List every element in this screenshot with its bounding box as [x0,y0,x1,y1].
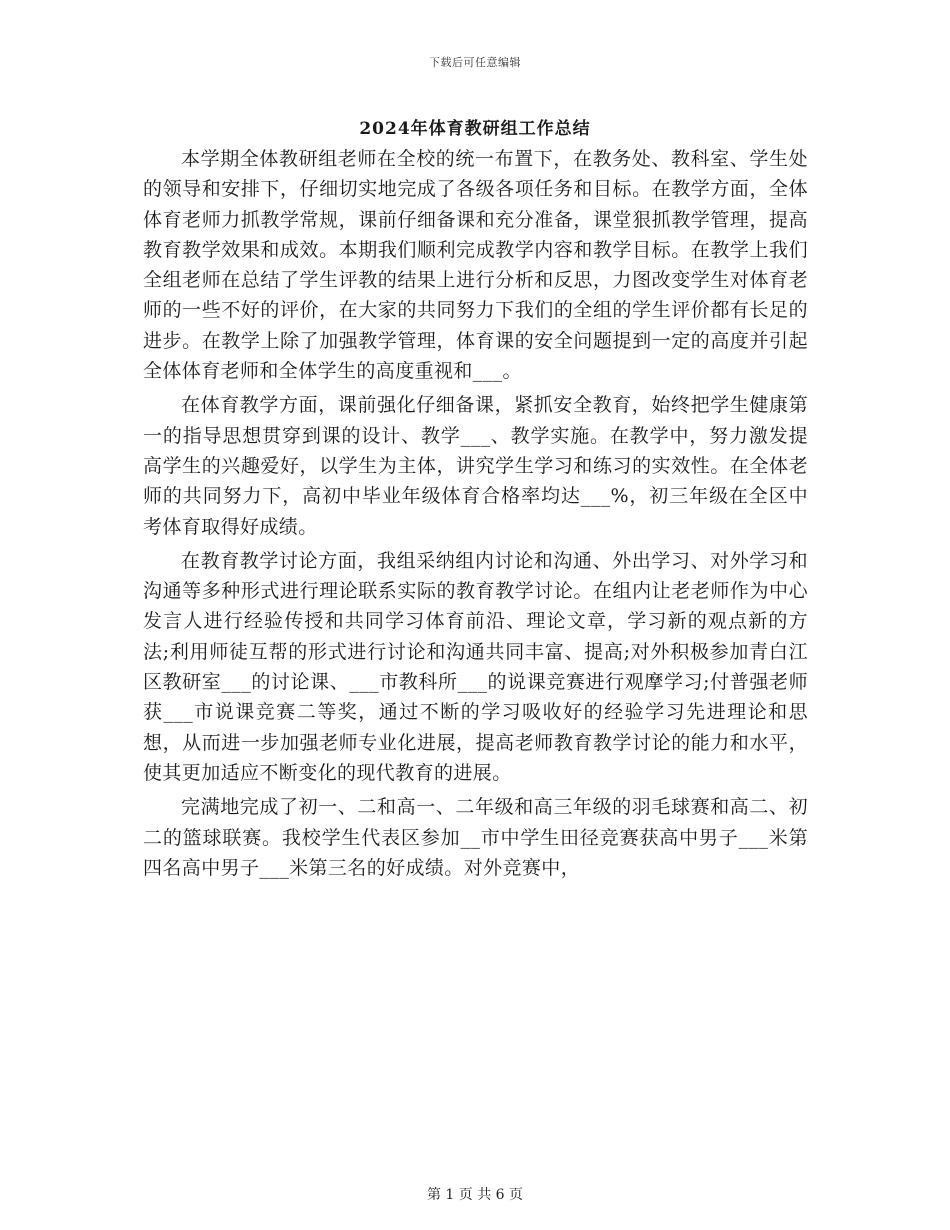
document-body [143,144,808,887]
document-title: 2024年体育教研组工作总结 [359,119,591,139]
download-note: 下载后可任意编辑 [429,56,521,69]
paragraph: 在教育教学讨论方面，我组采纳组内讨论和沟通、外出学习、对外学习和沟通等多种形式进行理论联系实际的教育教学讨论。在组内让老老师作为中心发言人进行经验传授和共同学习体育前沿、理论文章，学习新的观点新的方法;利用师徒互帮的形式进行讨论和沟通共同丰富、提高;对外积极参加青白江区教研室___的讨论课、___市教科所___的说课竞赛进行观摩学习;付普强老师获___市说课竞赛二等奖，通过不断的学习吸收好的经验学习先进理论和思想，从而进一步加强老师专业化进展，提高老师教育教学讨论的能力和水平，使其更加适应不断变化的现代教育的进展。 [143,549,808,784]
page-number: 第 1 页 共 6 页 [426,1187,524,1203]
paragraph: 在体育教学方面，课前强化仔细备课，紧抓安全教育，始终把学生健康第一的指导思想贯穿到课的设计、教学___、教学实施。在教学中，努力激发提高学生的兴趣爱好，以学生为主体，讲究学生学习和练习的实效性。在全体老师的共同努力下，高初中毕业年级体育合格率均达___%，初三年级在全区中考体育取得好成绩。 [143,394,808,538]
paragraph: 完满地完成了初一、二和高一、二年级和高三年级的羽毛球赛和高二、初二的篮球联赛。我校学生代表区参加__市中学生田径竞赛获高中男子___米第四名高中男子___米第三名的好成绩。对外竞赛中， [143,796,808,879]
paragraph: 本学期全体教研组老师在全校的统一布置下，在教务处、教科室、学生处的领导和安排下，仔细切实地完成了各级各项任务和目标。在教学方面，全体体育老师力抓教学常规，课前仔细备课和充分准备，课堂狠抓教学管理，提高教育教学效果和成效。本期我们顺利完成教学内容和教学目标。在教学上我们全组老师在总结了学生评教的结果上进行分析和反思，力图改变学生对体育老师的一些不好的评价，在大家的共同努力下我们的全组的学生评价都有长足的进步。在教学上除了加强教学管理，体育课的安全问题提到一定的高度并引起全体体育老师和全体学生的高度重视和___。 [143,148,808,383]
